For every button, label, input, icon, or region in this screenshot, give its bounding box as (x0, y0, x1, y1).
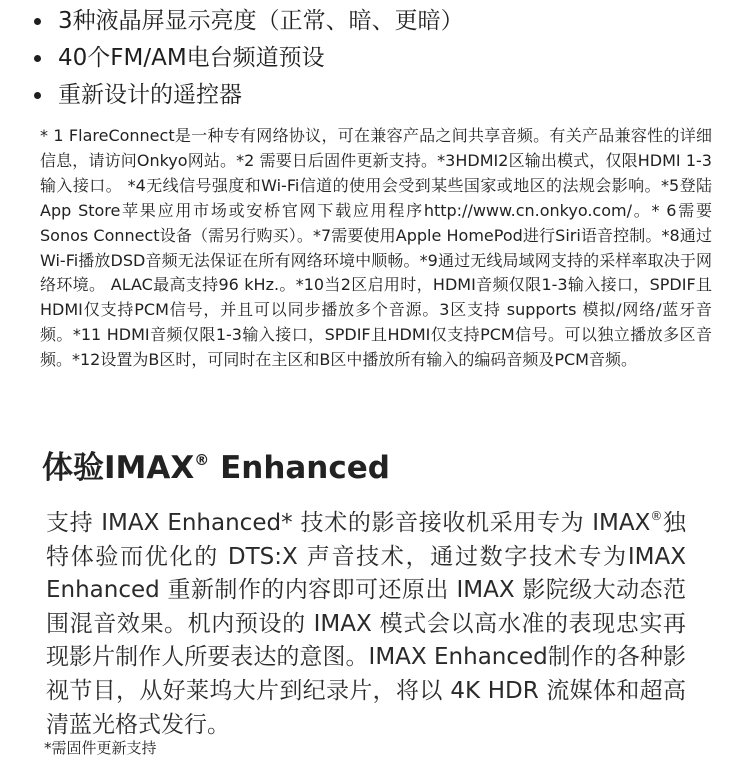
bullet-icon (34, 55, 41, 62)
feature-text: 40个FM/AM电台频道预设 (58, 45, 325, 71)
feature-list (34, 3, 464, 114)
paragraph-text-continued: 独特体验而优化的 DTS:X 声音技术，通过数字技术专为IMAX Enhanced 重新制作的内容即可还原出 IMAX 影院级大动态范围混音效果。机内预设的 IMAX 模式会以高水准的表现忠实再现影片制作人所要表达的意图。IMAX Enhanced制作的各种影视节目，从好莱坞大片到纪录片，将以 4K HDR 流媒体和超高清蓝光格式发行。 (46, 510, 687, 738)
registered-mark: ® (194, 451, 210, 469)
firmware-note: *需固件更新支持 (44, 739, 157, 757)
heading-text: 体验IMAX (42, 450, 195, 486)
bullet-icon (34, 18, 41, 25)
feature-text: 3种液晶屏显示亮度（正常、暗、更暗） (58, 8, 464, 34)
list-item (34, 40, 464, 77)
footnotes: * 1 FlareConnect是一种专有网络协议，可在兼容产品之间共享音频。有关产品兼容性的详细信息，请访问Onkyo网站。*2 需要日后固件更新支持。*3HDMI2区输出模式，仅限HDMI 1-3输入接口。 *4无线信号强度和Wi-Fi信道的使用会受到某些国家或地区的法规会影响。*5登陆App Store苹果应用市场或安桥官网下载应用程序http://www.cn.onkyo.com/。* 6需要Sonos Connect设备（需另行购买）。*7需要使用Apple HomePod进行Siri语音控制。*8通过Wi-Fi播放DSD音频无法保证在所有网络环境中顺畅。*9通过无线局域网支持的采样率取决于网络环境。 ALAC最高支持96 kHz.。*10当2区启用时，HDMI音频仅限1-3输入接口，SPDIF且HDMI仅支持PCM信号，并且可以同步播放多个音源。3区支持 supports 模拟/网络/蓝牙音频。*11 HDMI音频仅限1-3输入接口，SPDIF且HDMI仅支持PCM信号。可以独立播放多区音频。*12设置为B区时，可同时在主区和B区中播放所有输入的编码音频及PCM音频。 (40, 126, 712, 370)
feature-text: 重新设计的遥控器 (58, 82, 242, 108)
bullet-icon (34, 92, 41, 99)
section-paragraph (46, 500, 686, 742)
heading-text-suffix: Enhanced (209, 450, 390, 486)
paragraph-text: 支持 IMAX Enhanced* 技术的影音接收机采用专为 IMAX (46, 510, 651, 536)
section-heading (42, 436, 390, 492)
list-item (34, 3, 464, 40)
registered-mark: ® (650, 509, 663, 523)
list-item (34, 77, 464, 114)
